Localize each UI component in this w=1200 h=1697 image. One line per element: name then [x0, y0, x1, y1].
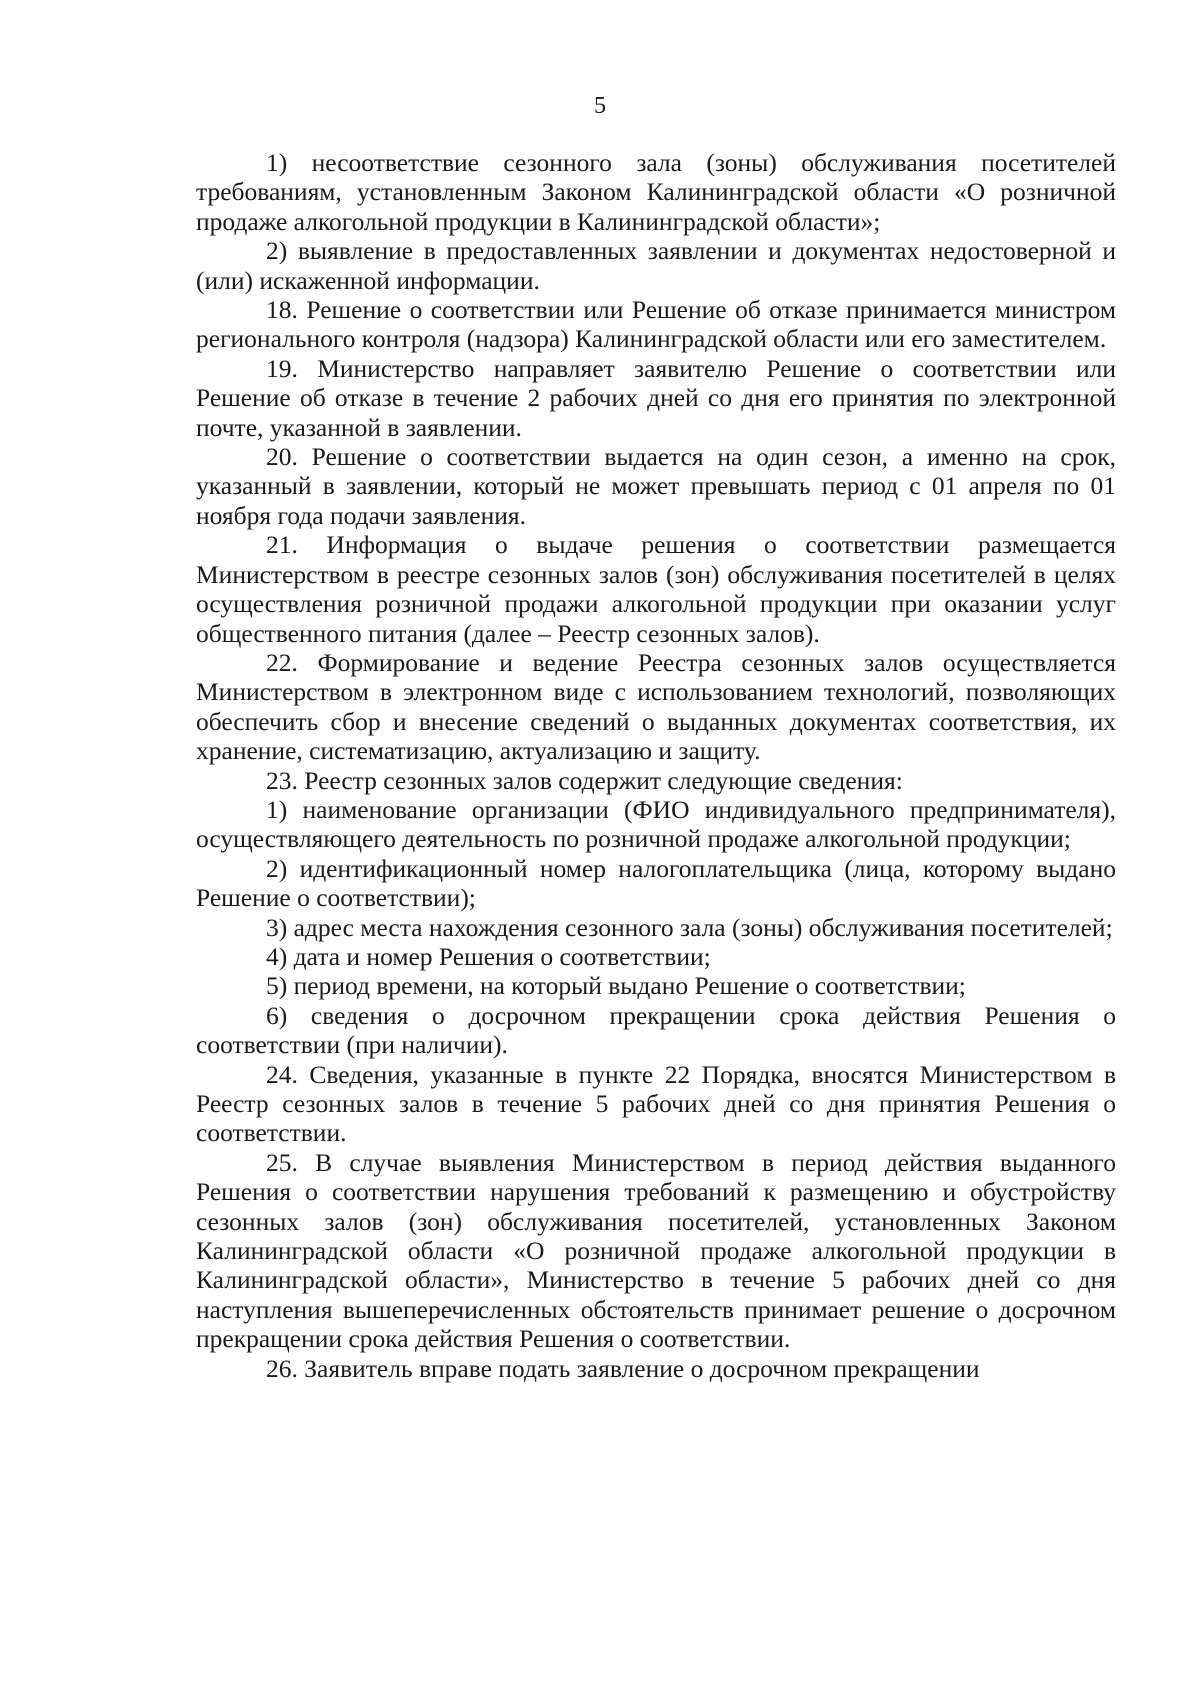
clause-20: 20. Решение о соответствии выдается на один сезон, а именно на срок, указанный в заявлении, который не может превышать период с 01 апреля по 01 ноября года подачи заявления. — [196, 442, 1116, 530]
registry-item-5: 5) период времени, на который выдано Решение о соответствии; — [266, 971, 966, 1001]
clause-18: 18. Решение о соответствии или Решение об отказе принимается министром регионального контроля (надзора) Калининградской области или его заместителем. — [196, 295, 1116, 354]
document-body — [196, 148, 1116, 1383]
clause-23: 23. Реестр сезонных залов содержит следующие сведения: — [266, 765, 903, 795]
page-number: 5 — [594, 93, 606, 119]
clause-21: 21. Информация о выдаче решения о соответствии размещается Министерством в реестре сезонных залов (зон) обслуживания посетителей в целях осуществления розничной продажи алкогольной продукции при оказании услуг общественного питания (далее – Реестр сезонных залов). — [196, 530, 1116, 648]
clause-19: 19. Министерство направляет заявителю Решение о соответствии или Решение об отказе в течение 2 рабочих дней со дня его принятия по электронной почте, указанной в заявлении. — [196, 353, 1116, 442]
registry-item-2: 2) идентификационный номер налогоплательщика (лица, которому выдано Решение о соответствии); — [196, 853, 1116, 913]
registry-item-6: 6) сведения о досрочном прекращении срока действия Решения о соответствии (при наличии). — [196, 1000, 1116, 1060]
registry-item-1: 1) наименование организации (ФИО индивидуального предпринимателя), осуществляющего деятельность по розничной продаже алкогольной продукции; — [196, 794, 1116, 854]
clause-24: 24. Сведения, указанные в пункте 22 Порядка, вносятся Министерством в Реестр сезонных залов в течение 5 рабочих дней со дня принятия Решения о соответствии. — [196, 1059, 1116, 1148]
clause-26: 26. Заявитель вправе подать заявление о досрочном прекращении — [266, 1353, 980, 1383]
clause-25: 25. В случае выявления Министерством в период действия выданного Решения о соответствии нарушения требований к размещению и обустройству сезонных залов (зон) обслуживания посетителей, установленных Законом Калининградской области «О розничной продаже алкогольной продукции в Калининградской области», Министерство в течение 5 рабочих дней со дня наступления вышеперечисленных обстоятельств принимает решение о досрочном прекращении срока действия Решения о соответствии. — [196, 1147, 1116, 1354]
list-item-2-false-information: 2) выявление в предоставленных заявлении и документах недостоверной и (или) искаженной информации. — [196, 236, 1116, 295]
clause-22: 22. Формирование и ведение Реестра сезонных залов осуществляется Министерством в электронном виде с использованием технологий, позволяющих обеспечить сбор и внесение сведений о выданных документах соответствия, их хранение, систематизацию, актуализацию и защиту. — [196, 647, 1116, 766]
registry-item-3: 3) адрес места нахождения сезонного зала (зоны) обслуживания посетителей; — [266, 912, 1113, 942]
list-item-1-noncompliance: 1) несоответствие сезонного зала (зоны) обслуживания посетителей требованиям, установленным Законом Калининградской области «О розничной продаже алкогольной продукции в Калининградской области»; — [196, 148, 1116, 236]
registry-item-4: 4) дата и номер Решения о соответствии; — [266, 941, 711, 971]
